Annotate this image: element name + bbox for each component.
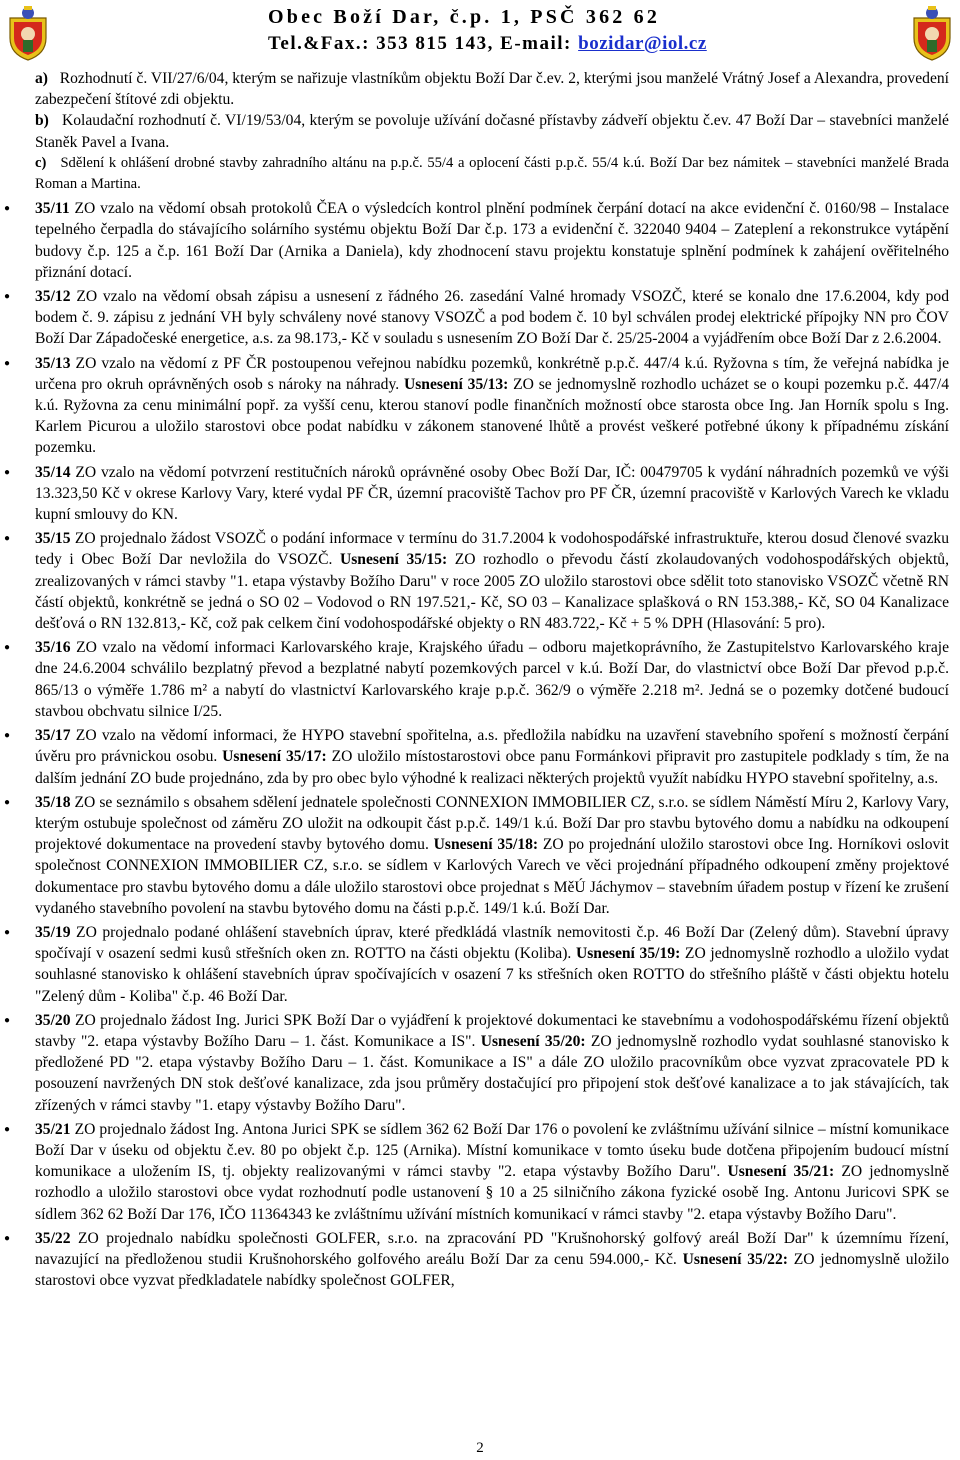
resolution-text: ZO vzalo na vědomí informaci, že HYPO stavební spořitelna, a.s. předložila nabídku na uzavření stavebního spoření s možností čerpání úvěru pro právnickou osobu. xyxy=(35,727,949,766)
resolution-decision-label: Usnesení 35/21: xyxy=(727,1163,835,1181)
letterhead-contact xyxy=(268,33,707,55)
resolution-decision-label: Usnesení 35/22: xyxy=(682,1250,788,1268)
email-link[interactable]: bozidar@iol.cz xyxy=(578,33,707,54)
list-item-b: b) Kolaudační rozhodnutí č. VI/19/53/04, kterým se povoluje užívání dočasné přístavby zádveří objektu č.ev. 47 Boží Dar – stavebníci manželé Staněk Pavel a Ivana. xyxy=(35,112,949,151)
resolution-item xyxy=(35,725,949,789)
resolution-item xyxy=(35,792,949,919)
list-item-a: a) Rozhodnutí č. VII/27/6/04, kterým se nařizuje vlastníkům objektu Boží Dar č.ev. 2, kterými jsou manželé Vrátný Josef a Alexandra, provedení zabezpečení štítové zdi objektu. xyxy=(35,70,949,109)
resolution-number: 35/13 xyxy=(35,354,71,372)
resolution-number: 35/12 xyxy=(35,288,71,306)
list-item-c: c) Sdělení k ohlášení drobné stavby zahradního altánu na p.p.č. 55/4 a oplocení části p.p.č. 55/4 k.ú. Boží Dar bez námitek – stavebníci manželé Brada Roman a Martina. xyxy=(35,154,949,193)
resolution-text: ZO vzalo na vědomí z PF ČR postoupenou veřejnou nabídku pozemků, konkrétně p.p.č. 447/4 k.ú. Ryžovna s tím, že veřejná nabídka je určena pro okruh oprávněných osob s nároky na náhrady. xyxy=(35,354,949,393)
resolution-number: 35/11 xyxy=(35,200,70,218)
resolution-text: ZO vzalo na vědomí informaci Karlovarského kraje, Krajského úřadu – odboru majetkoprávního, že Zastupitelstvo Karlovarského kraje dne 24.6.2004 schválilo bezplatný převod a bezplatné nabytí pozemkových parcel v k.ú. Boží Dar, do vlastnictví obce Boží Dar převod p.p.č. 865/13 o výměře 1.786 m² a nabytí do vlastnictví Karlovarského kraje p.p.č. 362/9 o výměře 2.218 m². Jedná se o pozemky dotčené budoucí stavbou obchvatu silnice I/25. xyxy=(35,639,949,720)
resolution-decision-text: ZO po projednání uložilo starostovi obce Ing. Horníkovi oslovit společnost CONNEXION IMMOBILIER CZ, s.r.o. se sídlem v Karlových Varech ve věci projednání případného odkoupení změny projektové dokumentace pro stavbu bytového domu a dále uložilo starostovi obce projednat s MěÚ Jáchymov – stavebním úřadem postup v řízení ke zrušení vydaného stavebního povolení na stavbu bytového domu na části p.p.č. 149/1 k.ú. Boží Dar. xyxy=(35,836,950,917)
resolution-text: ZO se seznámilo s obsahem sdělení jednatele společnosti CONNEXION IMMOBILIER CZ, s.r.o. se sídlem Náměstí Míru 2, Karlovy Vary, kterým ostubuje společnost od záměru ZO uložit na odkoupit část p.p.č. 149/1 k.ú. Boží Dar pro stavbu bytového domu a nabídku na odkoupení projektové dokumentace na provedení stavby bytového domu. xyxy=(35,793,949,854)
resolution-list xyxy=(35,198,949,1291)
page-number: 2 xyxy=(476,1440,484,1456)
letterhead-phone: Tel.&Fax.: 353 815 143, E-mail: xyxy=(268,33,579,54)
resolution-text: ZO vzalo na vědomí obsah protokolů ČEA o výsledcích kontrol plnění podmínek čerpání dotací na akce evidenční č. 0160/98 – Instalace tepelného čerpadla do stávajícího solárního systému objektu Boží Dar č.p. 173 a evidenční č. 322040 9404 – Zateplení a rekonstrukce vytápění budovy č.p. 125 a č.p. 161 Boží Dar (Arnika a Daniela), kdy zhodnocení stavu projektu konstatuje splnění podmínek k zahájení ověřitelného přiznání dotací. xyxy=(35,200,949,281)
resolution-item xyxy=(35,922,949,1007)
resolution-text: ZO projednalo žádost Ing. Antona Jurici SPK se sídlem 362 62 Boží Dar 176 o povolení ke zvláštnímu užívání silnice – místní komunikace Boží Dar v úseku od objektu č.ev. 80 po objekt č.p. 125 (Arnika). Místní komunikace v tomto úseku bude dotčena připojením budoucí místní komunikace a uložením IS, tj. objekty realizovanými v rámci stavby "2. etapa výstavby Božího Daru". xyxy=(35,1120,949,1181)
letterhead xyxy=(0,0,960,60)
resolution-number: 35/17 xyxy=(35,727,71,745)
resolution-number: 35/18 xyxy=(35,793,71,811)
resolution-number: 35/19 xyxy=(35,923,71,941)
resolution-decision-text: ZO se jednomyslně rozhodlo ucházet se o koupi pozemku p.č. 447/4 k.ú. Ryžovna za cenu minimální popř. za vyšší cenu, kterou stanoví podle finančních možností obce starosta obce Ing. Jan Horník spolu s Ing. Karlem Picurou a uložilo starostovi obce podat nabídku v zákonem stanovené lhůtě a provést veškeré potřebné úkony k případnému získání pozemku. xyxy=(35,375,949,457)
resolution-text: ZO projednalo žádost Ing. Jurici SPK Boží Dar o vyjádření k projektové dokumentaci ke stavebnímu a vodohospodářskému řízení objektů stavby "2. etapa výstavby Božího Daru – 1. část. Komunikace a IS". xyxy=(35,1011,949,1050)
document-body xyxy=(35,68,949,1291)
resolution-item xyxy=(35,462,949,526)
resolution-text: ZO projednalo nabídku společnosti GOLFER, s.r.o. na zpracování PD "Krušnohorský golfový areál Boží Dar" k územnímu řízení, navazující na předloženou studii Krušnohorského golfového areálu Boží Dar za cenu 594.000,- Kč. xyxy=(35,1229,949,1268)
resolution-item xyxy=(35,1228,949,1292)
resolution-decision-label: Usnesení 35/18: xyxy=(433,836,539,854)
resolution-decision-label: Usnesení 35/15: xyxy=(339,551,448,569)
resolution-text: ZO vzalo na vědomí potvrzení restitučních nároků oprávněné osoby Obec Boží Dar, IČ: 00479705 k vydání náhradních pozemků ve výši 13.323,50 Kč v okrese Karlovy Vary, které vydal PF ČR, územní pracoviště Tachov pro PF ČR, územní pracoviště v Karlových Varech ke vkladu kupní smlouvy do KN. xyxy=(35,463,949,524)
resolution-decision-label: Usnesení 35/20: xyxy=(480,1032,586,1050)
resolution-number: 35/15 xyxy=(35,530,71,548)
resolution-item xyxy=(35,1119,949,1225)
resolution-text: ZO vzalo na vědomí obsah zápisu a usnesení z řádného 26. zasedání Valné hromady VSOZČ, které se konalo dne 17.6.2004, kdy pod bodem č. 9. zápisu z jednání VH byly schváleny nové stanovy VSOZČ a pod bodem č. 10 byl schválen prodej elektrické přípojky NN pro ČOV Boží Dar Západočeské energetice, a.s. za 98.173,- Kč v souladu s usnesením ZO Boží Dar č. 25/25-2004 a vyjádřením obce Boží Dar z 2.6.2004. xyxy=(35,288,949,348)
resolution-item xyxy=(35,353,949,459)
resolution-text: ZO projednalo podané ohlášení stavebních úprav, které předkládá vlastník nemovitosti č.p. 46 Boží Dar (Zelený dům). Stavební úpravy spočívají v osazení sedmi kusů střešních oken zn. ROTTO na části objektu (Koliba). xyxy=(35,923,949,963)
resolution-decision-label: Usnesení 35/13: xyxy=(403,375,509,393)
resolution-item xyxy=(35,528,949,634)
letterhead-address: Obec Boží Dar, č.p. 1, PSČ 362 62 xyxy=(268,6,661,28)
resolution-number: 35/21 xyxy=(35,1120,71,1138)
coat-of-arms-icon xyxy=(910,4,954,62)
resolution-item xyxy=(35,286,949,350)
resolution-decision-text: ZO jednomyslně rozhodlo vydat souhlasné stanovisko k předložené PD "2. etapa výstavby Božího Daru – 1. část. Komunikace a IS" a dále ZO uložilo pracovníkům obce vyzvat zpracovatele PD k posouzení navržených DN stok dešťové kanalizace, zda jsou průměry dostačující pro připojení stok dešťové kanalizace a to jak stávajících, tak zřízených v rámci stavby "1. etapy výstavby Božího Daru". xyxy=(35,1032,949,1114)
resolution-number: 35/14 xyxy=(35,463,71,481)
resolution-decision-text: ZO jednomyslně rozhodlo a uložilo vydat souhlasné stanovisko k ohlášení stavebních úprav spočívajících v osazení 7 ks střešních oken ROTTO do střešního pláště v části objektu hotelu "Zelený dům - Koliba" č.p. 46 Boží Dar. xyxy=(35,945,949,1005)
resolution-decision-label: Usnesení 35/19: xyxy=(575,945,681,963)
resolution-text: ZO projednalo žádost VSOZČ o podání informace v termínu do 31.7.2004 k vodohospodářské infrastruktuře, kterou dosud členové svazku tedy i Obec Boží Dar nevložila do VSOZČ. xyxy=(35,530,949,569)
resolution-number: 35/16 xyxy=(35,639,71,657)
resolution-number: 35/22 xyxy=(35,1229,71,1247)
resolution-decision-label: Usnesení 35/17: xyxy=(222,748,327,766)
resolution-decision-text: ZO jednomyslně uložilo starostovi obce vyzvat předkladatele nabídky společnost GOLFER, xyxy=(35,1250,950,1290)
resolution-item xyxy=(35,637,949,722)
resolution-item xyxy=(35,1010,949,1116)
coat-of-arms-icon xyxy=(6,4,50,62)
resolution-decision-text: ZO rozhodlo o převodu částí zkolaudovaných vodohospodářských objektů, zrealizovaných v rámci stavby "1. etapa výstavby Božího Daru" v roce 2005 ZO uložilo starostovi obce sdělit toto stanovisko VSOZČ včetně RN částí objektů, konkrétně se jedná o SO 02 – Vodovod o RN 197.521,- Kč, SO 03 – Kanalizace splašková o RN 153.388,- Kč, SO 04 Kanalizace dešťová o RN 132.813,- Kč, což pak celkem činí vodohospodářské objekty o RN 483.722,- Kč + 5 % DPH (Hlasování: 5 pro). xyxy=(35,551,949,633)
resolution-decision-text: ZO uložilo místostarostovi obce panu Formánkovi připravit pro zastupitele podklady s tím, že na dalším jednání ZO bude projednáno, zda by pro obec bylo výhodné k realizaci některých projektů využít nabídku HYPO stavební spořitelny, a.s. xyxy=(35,748,950,787)
resolution-item xyxy=(35,198,949,283)
resolution-number: 35/20 xyxy=(35,1011,71,1029)
resolution-decision-text: ZO jednomyslně rozhodlo a uložilo starostovi obce vydat rozhodnutí podle ustanovení § 10 a 25 silničního zákona fyzické osobě Ing. Antonu Juricovi SPK se sídlem 362 62 Boží Dar 176, IČO 11364343 ke zvláštnímu užívání místních komunikací v rámci stavby "2. etapa výstavby Božího Daru". xyxy=(35,1163,949,1223)
